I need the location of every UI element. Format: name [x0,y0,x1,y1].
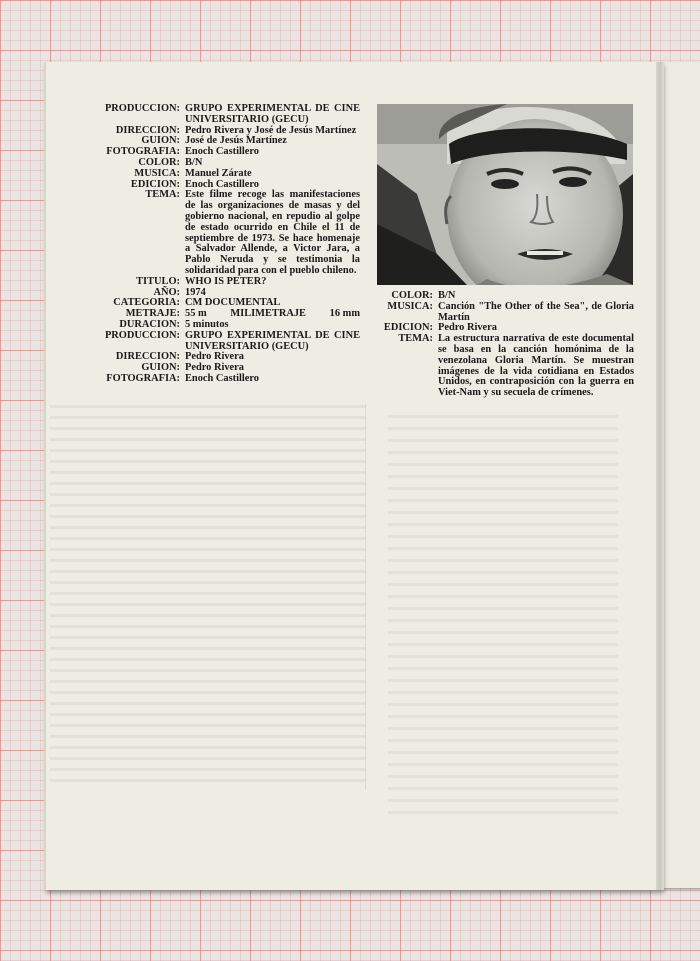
credit-row-produccion-2 [92,331,360,353]
credit-value: Enoch Castillero [185,146,259,158]
film-credits-right [382,291,634,399]
credit-value: José de Jesús Martínez [185,135,287,147]
milimetraje-label: MILIMETRAJE [230,308,306,320]
credit-value: Pedro Rivera [185,362,244,374]
credit-row-produccion [92,104,360,126]
credit-value: B/N [185,156,203,168]
credit-label: FOTOGRAFIA: [106,146,180,158]
credit-label: GUION: [141,362,180,374]
credit-row-tema [382,334,634,399]
credit-label: DURACION: [119,318,180,330]
credit-label: COLOR: [391,290,433,301]
credit-value: Manuel Zárate [185,167,252,179]
credit-value: WHO IS PETER? [185,275,267,287]
credit-label: METRAJE: [125,308,180,320]
credit-value: Enoch Castillero [185,372,259,384]
credit-row-musica [382,302,634,324]
next-page-edge [662,62,700,888]
credit-label: TITULO: [136,275,180,287]
milimetraje-value: 16 mm [329,308,360,320]
credit-label: EDICION: [383,322,433,334]
credit-value: B/N [438,290,456,301]
credit-value: 5 minutos [185,318,229,330]
credit-label: TEMA: [398,333,433,345]
credit-value: CM DOCUMENTAL [185,297,281,309]
credit-row-titulo [92,277,360,288]
credit-row-fotografia-2 [92,374,360,385]
credit-value: GRUPO EXPERIMENTAL DE CINE UNIVERSITARIO (GECU) [185,103,360,125]
metraje-length: 55 m [185,308,207,320]
credit-value: Canción "The Other of the Sea", de Gloria Martín [438,300,634,323]
credit-label: EDICION: [130,178,180,190]
credit-value: Enoch Castillero [185,178,259,190]
credit-label: MUSICA: [387,300,433,312]
show-through-text-right [388,415,618,815]
credit-label: AÑO: [153,286,180,298]
credit-value: Pedro Rivera [185,351,244,363]
show-through-text-left [50,405,366,790]
credit-value: 1974 [185,286,206,298]
credit-label: PRODUCCION: [104,329,180,341]
credit-label: CATEGORIA: [113,297,180,309]
credit-label: MUSICA: [134,167,180,179]
boy-portrait-image [377,104,633,285]
credit-label: COLOR: [138,156,180,168]
credit-value: Pedro Rivera [438,322,497,334]
credit-row-fotografia [92,147,360,158]
film-credits-left [92,104,360,385]
credit-value: GRUPO EXPERIMENTAL DE CINE UNIVERSITARIO (GECU) [185,329,360,352]
credit-row-tema [92,190,360,276]
booklet-spine [656,62,664,890]
credit-label: DIRECCION: [115,124,180,136]
credit-value: Pedro Rivera y José de Jesús Martínez [185,124,357,136]
credit-row-musica [92,169,360,180]
credit-label: TEMA: [145,189,180,201]
credit-value: Este filme recoge las manifestaciones de las organizaciones de masas y del gobierno nacional, en repudio al golpe de estado ocurrido en Chile el 11 de septiembre de 1973. Se hace homenaje a Salvador Allende, a Victor Jara, a Pablo Neruda y se testimonia la solidaridad para con el pueblo chileno. [185,189,360,276]
credit-value: La estructura narrativa de este documental se basa en la canción homónima de la venezolana Gloria Martín. Se muestran imágenes de la vida cotidiana en Estados Unidos, en contraposición con la guerra en Viet-Nam y su secuela de crímenes. [438,333,634,399]
credit-label: GUION: [141,135,180,147]
credit-label: PRODUCCION: [104,103,180,114]
credit-label: DIRECCION: [115,351,180,363]
film-still-photo [377,104,633,285]
credit-label: FOTOGRAFIA: [106,372,180,384]
